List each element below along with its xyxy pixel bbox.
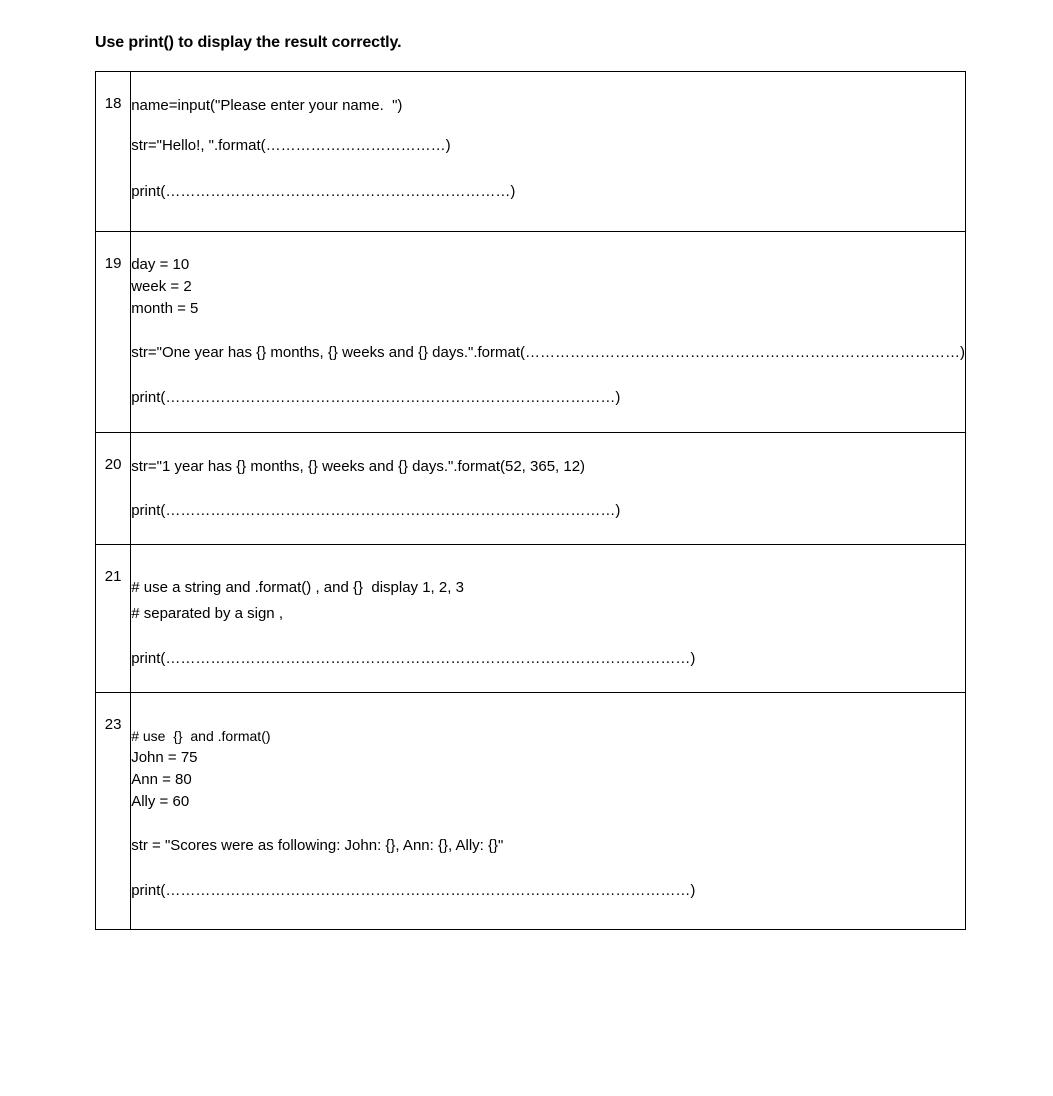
code-line: print(……………………………………………………………………………………………)	[131, 650, 696, 667]
question-number-cell	[96, 433, 131, 545]
code-line: Ann = 80	[131, 771, 192, 788]
question-number-cell	[96, 232, 131, 433]
table-row	[96, 693, 966, 930]
code-line: str="Hello!, ".format(………………………………)	[131, 137, 451, 154]
code-line: # use a string and .format() , and {} display 1, 2, 3	[131, 579, 464, 596]
question-number: 21	[104, 568, 122, 585]
code-line: name=input("Please enter your name. ")	[131, 97, 403, 114]
code-line: print(……………………………………………………………)	[131, 183, 516, 200]
question-number: 23	[104, 716, 122, 733]
question-body	[131, 232, 966, 433]
question-number-cell	[96, 693, 131, 930]
question-body	[131, 545, 966, 693]
code-line: print(………………………………………………………………………………)	[131, 389, 621, 406]
code-line: Ally = 60	[131, 793, 190, 810]
question-body	[131, 433, 966, 545]
code-line: print(………………………………………………………………………………)	[131, 502, 621, 519]
code-line: str="1 year has {} months, {} weeks and {} days.".format(52, 365, 12)	[131, 458, 586, 475]
code-line: John = 75	[131, 749, 198, 766]
code-line: print(……………………………………………………………………………………………)	[131, 882, 696, 899]
code-line: week = 2	[131, 278, 192, 295]
code-line: # separated by a sign ,	[131, 605, 283, 622]
question-number: 20	[104, 456, 122, 473]
table-row	[96, 232, 966, 433]
code-line: day = 10	[131, 256, 190, 273]
exercise-table	[95, 71, 966, 930]
question-number-cell	[96, 545, 131, 693]
question-number: 19	[104, 255, 122, 272]
code-line: str="One year has {} months, {} weeks and {} days.".format(……………………………………………………………………………)	[131, 344, 965, 361]
code-line: # use {} and .format()	[131, 728, 271, 744]
question-number: 18	[104, 95, 122, 112]
code-line: month = 5	[131, 300, 199, 317]
code-line: str = "Scores were as following: John: {}, Ann: {}, Ally: {}"	[131, 837, 504, 854]
question-body	[131, 72, 966, 232]
question-number-cell	[96, 72, 131, 232]
table-row	[96, 433, 966, 545]
page-title: Use print() to display the result correctly.	[95, 34, 402, 51]
table-row	[96, 72, 966, 232]
table-row	[96, 545, 966, 693]
question-body	[131, 693, 966, 930]
